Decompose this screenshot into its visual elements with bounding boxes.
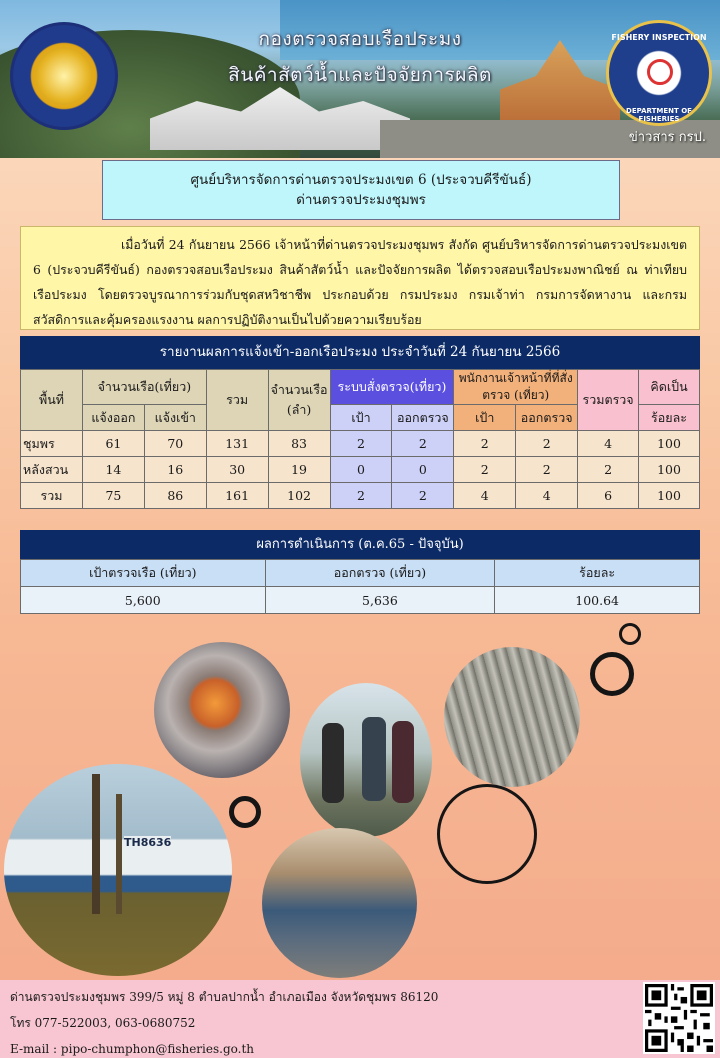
row-percent: 100 <box>639 483 700 509</box>
banner-title-line1: กองตรวจสอบเรือประมง <box>258 28 462 50</box>
results-col-target: เป้าตรวจเรือ (เที่ยว) <box>21 560 266 587</box>
row-area: ชุมพร <box>21 431 83 457</box>
header-vessels-label: จำนวนเรือ <box>270 382 328 397</box>
decor-ring-medium <box>590 652 634 696</box>
row-sys-done: 2 <box>392 483 454 509</box>
logo-emblem-icon <box>35 47 93 105</box>
qr-code-icon[interactable] <box>643 982 715 1054</box>
photo-team-group <box>262 828 417 978</box>
row-total-inspected: 4 <box>578 431 639 457</box>
photo-fishing-nets <box>444 647 580 787</box>
row-in: 16 <box>144 457 206 483</box>
header-staff-target: เป้า <box>454 405 516 431</box>
row-total: 30 <box>206 457 268 483</box>
header-staff-line2: ตรวจ (เที่ยว) <box>482 388 550 402</box>
table-row <box>21 483 700 509</box>
row-vessels: 102 <box>268 483 330 509</box>
header-vessels <box>268 370 330 431</box>
results-heading: ผลการดำเนินการ (ต.ค.65 - ปัจจุบัน) <box>20 530 700 559</box>
report-heading: รายงานผลการแจ้งเข้า-ออกเรือประมง ประจำวันที่ 24 กันยายน 2566 <box>20 336 700 369</box>
footer-email: E-mail : pipo-chumphon@fisheries.go.th <box>10 1042 255 1056</box>
header-trips: จำนวนเรือ(เที่ยว) <box>82 370 206 405</box>
photo-inspection <box>300 683 432 837</box>
header-percent: คิดเป็น <box>639 370 700 405</box>
header-staff <box>454 370 578 405</box>
results-target-value: 5,600 <box>21 587 266 614</box>
qr-code-graphic <box>645 984 713 1052</box>
row-out: 61 <box>82 431 144 457</box>
department-fisheries-logo <box>10 22 118 130</box>
row-staff-target: 2 <box>454 457 516 483</box>
row-vessels: 83 <box>268 431 330 457</box>
row-percent: 100 <box>639 431 700 457</box>
header-vessels-unit: (ลำ) <box>286 402 312 417</box>
row-sys-done: 2 <box>392 431 454 457</box>
row-total-inspected: 6 <box>578 483 639 509</box>
row-staff-done: 4 <box>516 483 578 509</box>
table-row <box>21 431 700 457</box>
header-out: แจ้งออก <box>82 405 144 431</box>
row-total: 131 <box>206 431 268 457</box>
results-col-percent: ร้อยละ <box>495 560 700 587</box>
logo-top-text: FISHERY INSPECTION <box>611 33 707 42</box>
photo-person <box>392 721 414 803</box>
decor-ring-large <box>437 784 537 884</box>
news-story: เมื่อวันที่ 24 กันยายน 2566 เจ้าหน้าที่ด่านตรวจประมงชุมพร สังกัด ศูนย์บริหารจัดการด่านตรวจประมงเขต 6 (ประจวบคีรีขันธ์) กองตรวจสอบเรือประมง สินค้าสัตว์น้ำ และปัจจัยการผลิต ได้ตรวจสอบเรือประมงพาณิชย์ ณ ท่าเทียบเรือประมง โดยตรวจบูรณาการร่วมกับชุดสหวิชาชีพ ประกอบด้วย กรมประมง กรมเจ้าท่า กรมการจัดหางาน และกรมสวัสดิการและคุ้มครองแรงงาน ผลการปฏิบัติงานเป็นไปด้วยความเรียบร้อย <box>20 226 700 330</box>
header-in: แจ้งเข้า <box>144 405 206 431</box>
row-staff-done: 2 <box>516 431 578 457</box>
boat-mast <box>116 794 122 914</box>
anchor-icon <box>647 59 673 85</box>
results-table <box>20 559 700 614</box>
logo-bottom-text: DEPARTMENT OF FISHERIES <box>626 107 692 123</box>
office-title-box <box>102 160 620 220</box>
header-system: ระบบสั่งตรวจ(เที่ยว) <box>330 370 454 405</box>
photo-stove <box>154 642 290 778</box>
row-in: 86 <box>144 483 206 509</box>
header-total: รวม <box>206 370 268 431</box>
row-sys-target: 2 <box>330 483 392 509</box>
header-system-inspected: ออกตรวจ <box>392 405 454 431</box>
header-staff-line1: พนักงานเจ้าหน้าที่ที่สั่ง <box>458 371 573 385</box>
row-staff-done: 2 <box>516 457 578 483</box>
row-sys-target: 0 <box>330 457 392 483</box>
photo-person <box>362 717 386 801</box>
header-staff-inspected: ออกตรวจ <box>516 405 578 431</box>
boat-mast <box>92 774 100 914</box>
row-vessels: 19 <box>268 457 330 483</box>
header-percent-unit: ร้อยละ <box>639 405 700 431</box>
row-area: หลังสวน <box>21 457 83 483</box>
photo-fishing-boat <box>4 764 232 976</box>
row-total: 161 <box>206 483 268 509</box>
decor-ring-left <box>229 796 261 828</box>
row-out: 75 <box>82 483 144 509</box>
row-sys-target: 2 <box>330 431 392 457</box>
row-staff-target: 2 <box>454 431 516 457</box>
news-label: ข่าวสาร กรป. <box>628 130 706 145</box>
office-title-line2: ด่านตรวจประมงชุมพร <box>296 192 426 208</box>
photo-person <box>322 723 344 803</box>
footer-address: ด่านตรวจประมงชุมพร 399/5 หมู่ 8 ตำบลปากน้ำ อำเภอเมือง จังหวัดชุมพร 86120 <box>10 990 439 1004</box>
header-area: พื้นที่ <box>21 370 83 431</box>
row-area: รวม <box>21 483 83 509</box>
header-total-inspected: รวมตรวจ <box>578 370 639 431</box>
row-percent: 100 <box>639 457 700 483</box>
fishery-inspection-logo <box>606 20 712 126</box>
row-in: 70 <box>144 431 206 457</box>
footer-phone: โทร 077-522003, 063-0680752 <box>10 1016 196 1030</box>
row-out: 14 <box>82 457 144 483</box>
boat-number: TH8636 <box>124 836 172 849</box>
row-sys-done: 0 <box>392 457 454 483</box>
table-row <box>21 457 700 483</box>
results-inspected-value: 5,636 <box>265 587 495 614</box>
banner-title-line2: สินค้าสัตว์น้ำและปัจจัยการผลิต <box>228 64 492 86</box>
row-total-inspected: 2 <box>578 457 639 483</box>
row-staff-target: 4 <box>454 483 516 509</box>
header-system-target: เป้า <box>330 405 392 431</box>
results-col-inspected: ออกตรวจ (เที่ยว) <box>265 560 495 587</box>
office-title-line1: ศูนย์บริหารจัดการด่านตรวจประมงเขต 6 (ประจวบคีรีขันธ์) <box>190 172 532 188</box>
contact-footer <box>0 980 720 1058</box>
daily-report-table <box>20 369 700 509</box>
results-percent-value: 100.64 <box>495 587 700 614</box>
decor-ring-small <box>619 623 641 645</box>
